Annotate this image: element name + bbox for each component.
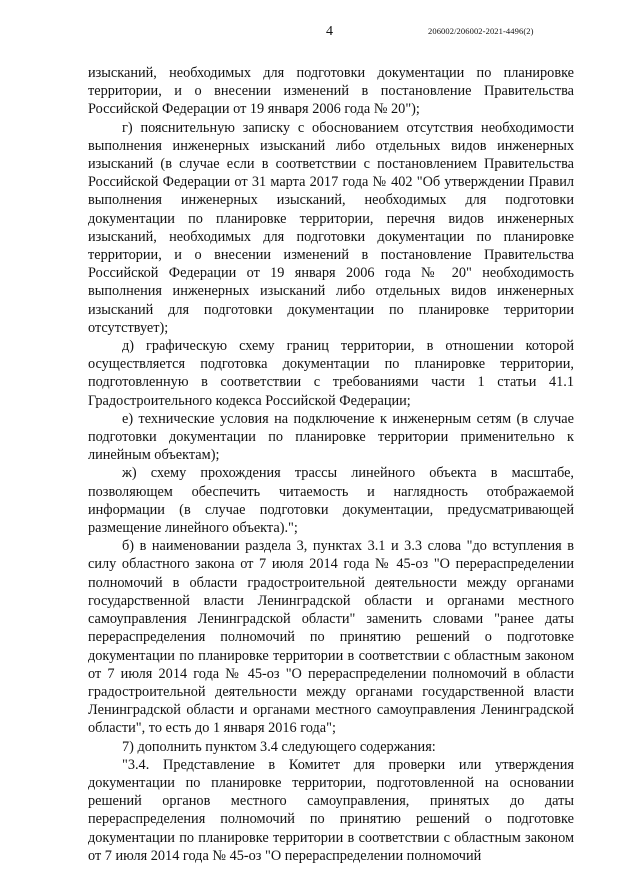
paragraph-item-7: 7) дополнить пунктом 3.4 следующего содержания:: [122, 738, 436, 755]
paragraph-item-g: г) пояснительную записку с обоснованием отсутствия необходимости выполнения инженерных изысканий либо отдельных видов инженерных изысканий (в случае если в соответствии с постановлением Правительства Российской Федерации от 31 марта 2017 года № 402 "Об утверждении Правил выполнения инженерных изысканий, необходимых для подготовки документации по планировке территории, перечня видов инженерных изысканий, необходимых для подготовки документации по планировке территории, и о внесении изменений в постановление Правительства Российской Федерации от 19 января 2006 года № 20" необходимость выполнения инженерных изысканий либо отдельных видов инженерных изысканий для подготовки документации по планировке территории отсутствует);: [88, 119, 574, 336]
paragraph-item-d: д) графическую схему границ территории, в отношении которой осуществляется подготовка документации по планировке территории, подготовленную в соответствии с требованиями части 1 статьи 41.1 Градостроительного кодекса Российской Федерации;: [88, 338, 574, 409]
paragraph-item-e: е) технические условия на подключение к инженерным сетям (в случае подготовки документации по планировке территории применительно к линейным объектам);: [88, 410, 574, 464]
paragraph-continuation: изысканий, необходимых для подготовки документации по планировке территории, и о внесении изменений в постановление Правительства Российской Федерации от 19 января 2006 года № 20");: [88, 65, 574, 118]
page-number: 4: [326, 24, 333, 39]
document-body: [88, 64, 574, 865]
paragraph-item-zh: ж) схему прохождения трассы линейного объекта в масштабе, позволяющем обеспечить читаемость и наглядность отображаемой информации (в случае подготовки документации, предусматривающей размещение линейного объекта).";: [88, 465, 574, 537]
document-registration-code: 206002/206002-2021-4496(2): [428, 26, 534, 36]
paragraph-item-b: б) в наименовании раздела 3, пунктах 3.1 и 3.3 слова "до вступления в силу областного закона от 7 июля 2014 года № 45-оз "О перераспределении полномочий в области градостроительной деятельности между органами государственной власти Ленинградской области и органами местного самоуправления Ленинградской области" заменить словами "ранее даты перераспределения полномочий по принятию решений о подготовке документации по планировке территории в соответствии с областным законом от 7 июля 2014 года № 45-оз "О перераспределении полномочий в области градостроительной деятельности между органами государственной власти Ленинградской области и органами местного самоуправления Ленинградской области", то есть до 1 января 2016 года";: [88, 538, 574, 737]
paragraph-clause-3-4: "3.4. Представление в Комитет для проверки или утверждения документации по планировке территории, подготовленной на основании решений органов местного самоуправления, принятых до даты перераспределения полномочий по принятию решений о подготовке документации по планировке территории в соответствии с областным законом от 7 июля 2014 года № 45-оз "О перераспределении полномочий: [88, 756, 574, 864]
